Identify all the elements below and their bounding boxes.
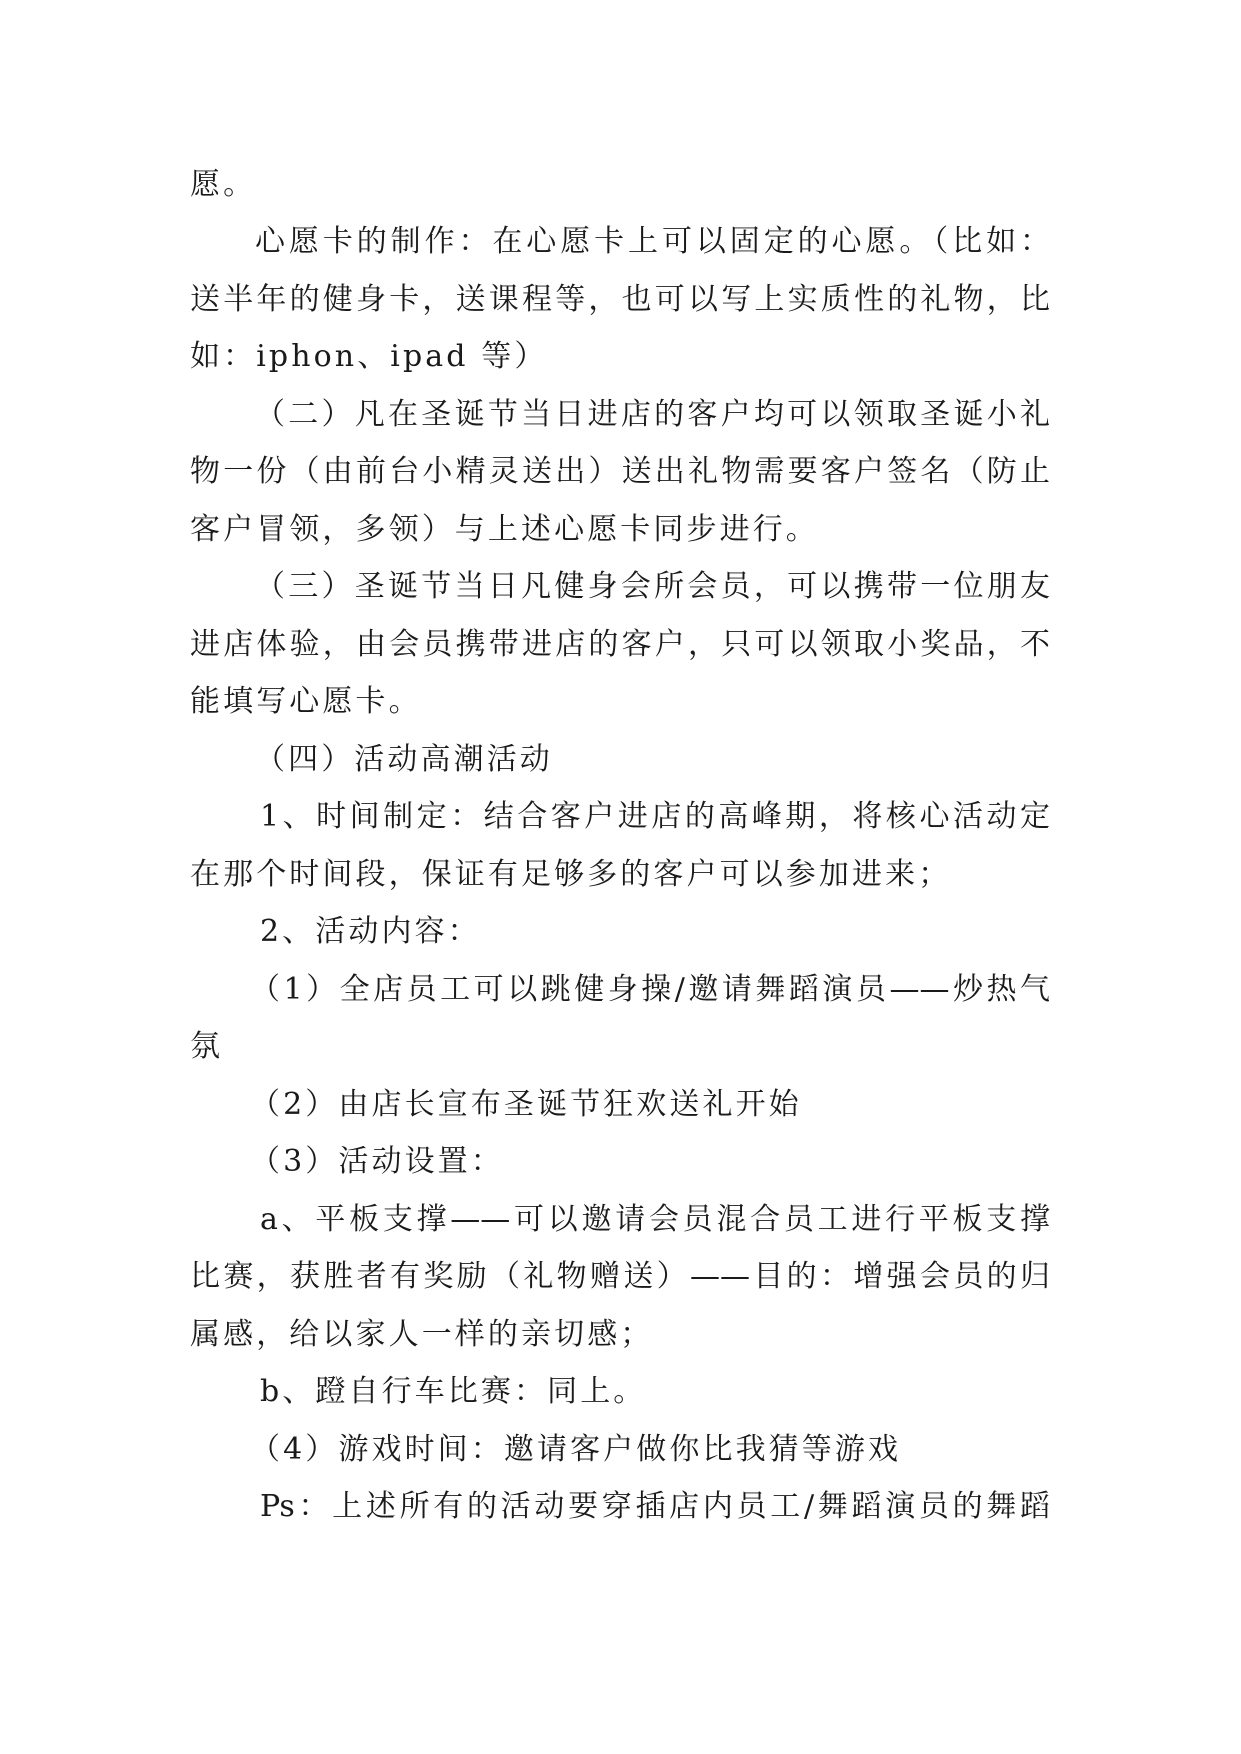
paragraph-line: 心愿卡的制作：在心愿卡上可以固定的心愿。（比如： xyxy=(255,224,1050,259)
paragraph-line: b、蹬自行车比赛：同上。 xyxy=(260,1374,647,1409)
paragraph-line: 进店体验，由会员携带进店的客户，只可以领取小奖品，不 xyxy=(190,627,1050,662)
paragraph-line: 物一份（由前台小精灵送出）送出礼物需要客户签名（防止 xyxy=(190,454,1050,489)
paragraph-line: 送半年的健身卡，送课程等，也可以写上实质性的礼物，比 xyxy=(190,282,1050,317)
paragraph-line: （4）游戏时间：邀请客户做你比我猜等游戏 xyxy=(250,1432,902,1467)
section-heading: （四）活动高潮活动 xyxy=(255,742,553,777)
paragraph-line: 2、活动内容： xyxy=(260,914,481,949)
paragraph-line: 1、时间制定：结合客户进店的高峰期，将核心活动定 xyxy=(260,799,1050,834)
paragraph-line: 能填写心愿卡。 xyxy=(190,684,422,719)
paragraph-line: （二）凡在圣诞节当日进店的客户均可以领取圣诞小礼 xyxy=(255,397,1050,432)
paragraph-line: 在那个时间段，保证有足够多的客户可以参加进来； xyxy=(190,857,952,892)
paragraph-line: a、平板支撑——可以邀请会员混合员工进行平板支撑 xyxy=(260,1202,1050,1237)
paragraph-line: 氛 xyxy=(190,1029,224,1064)
paragraph-line: 比赛，获胜者有奖励（礼物赠送）——目的：增强会员的归 xyxy=(190,1259,1050,1294)
paragraph-line: 属感，给以家人一样的亲切感； xyxy=(190,1317,654,1352)
paragraph-line: （三）圣诞节当日凡健身会所会员，可以携带一位朋友 xyxy=(255,569,1050,604)
paragraph-line: 如：iphon、ipad 等） xyxy=(190,339,548,374)
paragraph-line: （1）全店员工可以跳健身操/邀请舞蹈演员——炒热气 xyxy=(250,972,1050,1007)
paragraph-line: 客户冒领，多领）与上述心愿卡同步进行。 xyxy=(190,512,819,547)
paragraph-line: Ps：上述所有的活动要穿插店内员工/舞蹈演员的舞蹈 xyxy=(260,1489,1050,1524)
paragraph-line: （2）由店长宣布圣诞节狂欢送礼开始 xyxy=(250,1087,802,1122)
paragraph-line: （3）活动设置： xyxy=(250,1144,504,1179)
paragraph-line: 愿。 xyxy=(190,167,257,202)
